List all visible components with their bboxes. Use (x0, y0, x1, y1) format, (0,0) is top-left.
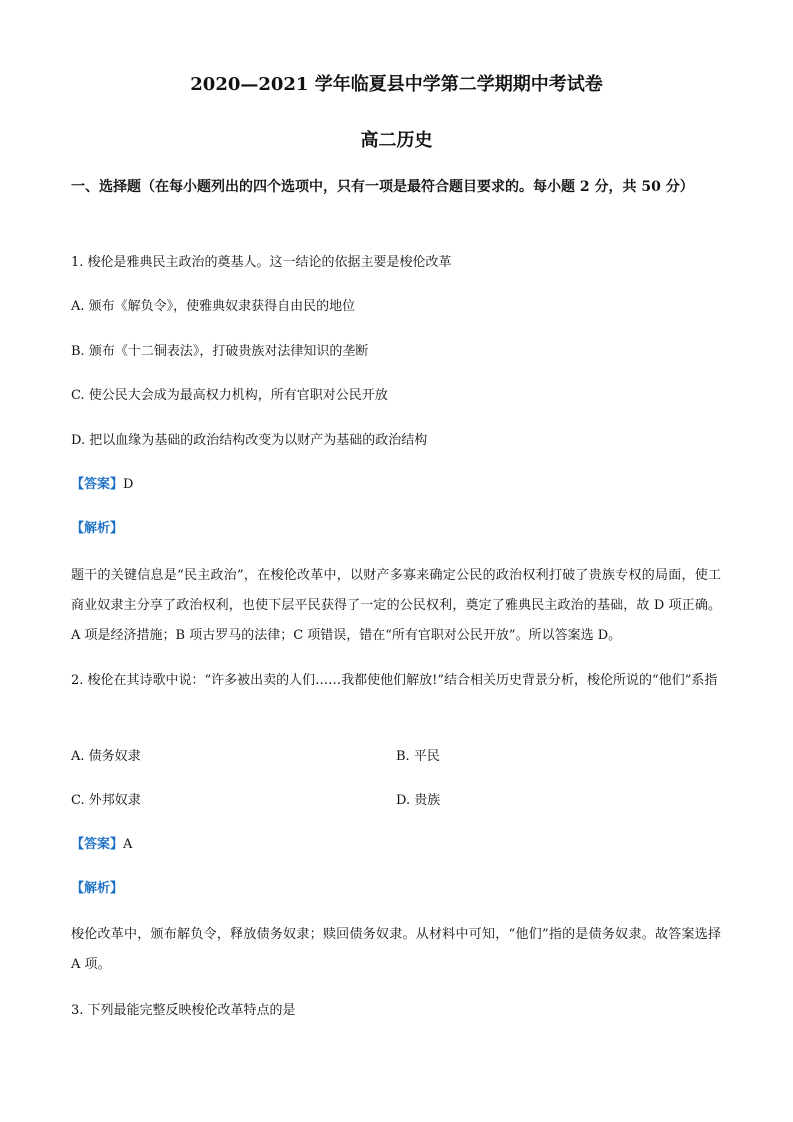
q2-answer-value: A (123, 837, 133, 852)
q2-analysis-label-row (71, 874, 723, 904)
q1-analysis-text: 题干的关键信息是“民主政治”，在梭伦改革中，以财产多寡来确定公民的政治权利打破了贵族专权的局面，使工商业奴隶主分享了政治权利，也使下层平民获得了一定的公民权利，奠定了雅典民主政治的基础，故 D 项正确。A 项是经济措施；B 项古罗马的法律；C 项错误，错在“所有官职对公民开放”。所以答案选 D。 (71, 568, 721, 643)
exam-subtitle: 高二历史 (360, 130, 433, 151)
q1-answer-row (71, 470, 723, 500)
analysis-label: 【解析】 (71, 881, 124, 896)
q1-stem: 1. 梭伦是雅典民主政治的奠基人。这一结论的依据主要是梭伦改革 (71, 255, 452, 270)
q1-option-b: B. 颁布《十二铜表法》，打破贵族对法律知识的垄断 (71, 344, 369, 359)
q2-option-c: C. 外邦奴隶 (71, 793, 141, 808)
q2-stem: 2. 梭伦在其诗歌中说：“许多被出卖的人们……我都使他们解放!”结合相关历史背景分析，梭伦所说的“他们”系指 (71, 673, 718, 688)
section-heading: 一、选择题（在每小题列出的四个选项中，只有一项是最符合题目要求的。每小题 2 分，共 50 分） (71, 179, 694, 195)
q1-option-d: D. 把以血缘为基础的政治结构改变为以财产为基础的政治结构 (71, 433, 428, 448)
q1-answer-value: D (123, 477, 134, 492)
q2-analysis-text: 梭伦改革中，颁布解负令，释放债务奴隶；赎回债务奴隶。从材料中可知，“他们”指的是债务奴隶。故答案选择 A 项。 (71, 927, 721, 972)
q2-options-row-2 (71, 786, 723, 816)
q1-option-a: A. 颁布《解负令》，使雅典奴隶获得自由民的地位 (71, 299, 356, 314)
q2-options-row-1 (71, 742, 723, 772)
q3-stem: 3. 下列最能完整反映梭伦改革特点的是 (71, 1003, 296, 1018)
analysis-label: 【解析】 (71, 521, 124, 536)
q2-option-b: B. 平民 (396, 749, 440, 764)
q2-option-a: A. 债务奴隶 (71, 749, 141, 764)
exam-title: 2020—2021 学年临夏县中学第二学期期中考试卷 (190, 74, 603, 95)
q1-analysis-label-row (71, 514, 723, 544)
answer-label: 【答案】 (71, 477, 124, 492)
q1-option-c: C. 使公民大会成为最高权力机构，所有官职对公民开放 (71, 388, 388, 403)
answer-label: 【答案】 (71, 837, 124, 852)
q2-answer-row (71, 830, 723, 860)
q2-option-d: D. 贵族 (396, 793, 441, 808)
